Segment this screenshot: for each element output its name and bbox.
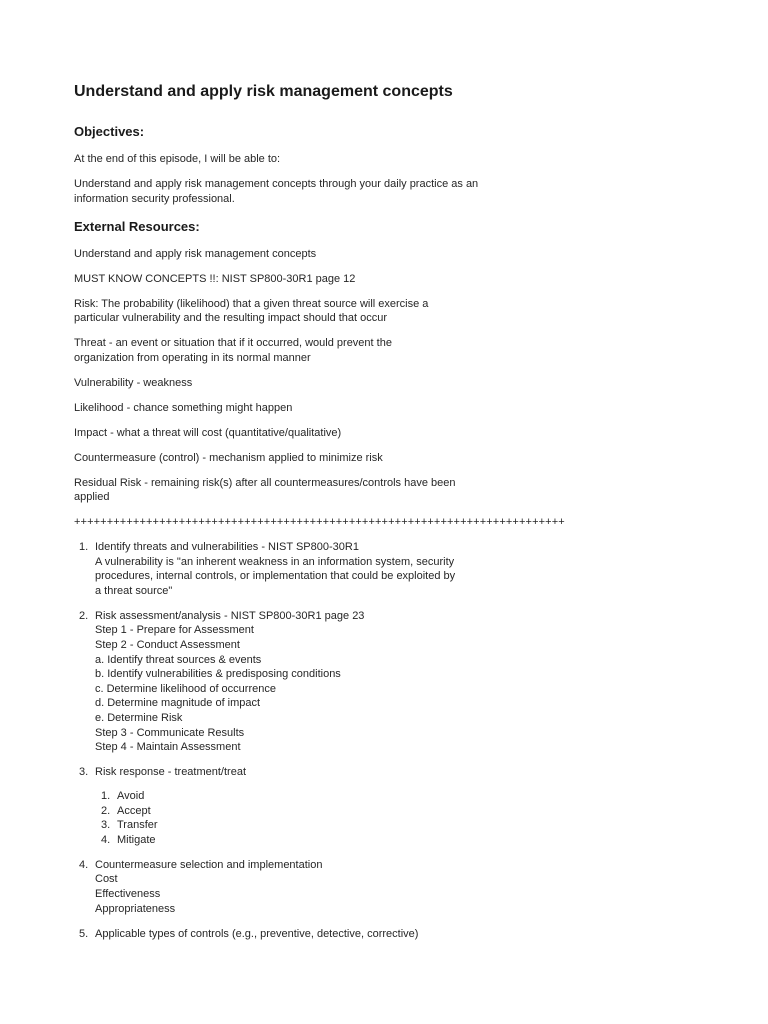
sub-list-number: 2. xyxy=(101,804,111,817)
list-number: 2. xyxy=(79,609,89,622)
sub-list-item xyxy=(95,789,694,804)
sub-list xyxy=(95,789,694,847)
residual-risk-definition: Residual Risk - remaining risk(s) after all countermeasures/controls have been applied xyxy=(74,476,456,503)
resource-paragraph: MUST KNOW CONCEPTS !!: NIST SP800-30R1 page 12 xyxy=(74,272,356,285)
list-item-title: Risk response - treatment/treat xyxy=(95,766,247,779)
sub-list-label: Mitigate xyxy=(117,833,156,846)
page-title: Understand and apply risk management concepts xyxy=(74,83,453,100)
list-item-body: Cost Effectiveness Appropriateness xyxy=(95,873,176,915)
list-item xyxy=(74,858,694,916)
sub-list-number: 4. xyxy=(101,833,111,846)
list-number: 3. xyxy=(79,766,89,779)
sub-list-label: Avoid xyxy=(117,789,145,802)
list-item xyxy=(74,540,694,598)
list-number: 5. xyxy=(79,927,89,940)
objectives-paragraph: Understand and apply risk management concepts through your daily practice as an information security professional. xyxy=(74,178,479,205)
list-item xyxy=(74,927,694,942)
risk-definition: Risk: The probability (likelihood) that a given threat source will exercise a particular vulnerability and the resulting impact should that occur xyxy=(74,297,429,324)
resource-paragraph: Understand and apply risk management concepts xyxy=(74,247,317,260)
list-item-title: Risk assessment/analysis - NIST SP800-30R1 page 23 xyxy=(95,609,365,622)
threat-definition: Threat - an event or situation that if it occurred, would prevent the organization from operating in its normal manner xyxy=(74,337,392,364)
list-item-body: Step 1 - Prepare for Assessment Step 2 - Conduct Assessment a. Identify threat sources & events b. Identify vulnerabilities & predisposing conditions c. Determine likelihood of occurrence d. Determine magnitude of impact e. Determine Risk Step 3 - Communicate Results Step 4 - Maintain Assessment xyxy=(95,624,341,754)
list-item xyxy=(74,765,694,847)
sub-list-label: Accept xyxy=(117,804,151,817)
objectives-paragraph: At the end of this episode, I will be able to: xyxy=(74,153,281,165)
sub-list-item xyxy=(95,833,694,848)
list-number: 4. xyxy=(79,858,89,871)
sub-list-label: Transfer xyxy=(117,819,158,832)
sub-list-item xyxy=(95,818,694,833)
document-page xyxy=(74,80,694,952)
sub-list-number: 1. xyxy=(101,789,111,802)
list-item-title: Identify threats and vulnerabilities - NIST SP800-30R1 xyxy=(95,541,359,553)
list-item-title: Countermeasure selection and implementation xyxy=(95,858,323,871)
plus-divider: +++++++++++++++++++++++++++++++++++++++++++++++++++++++++++++++++++++++++++ xyxy=(74,516,565,528)
objectives-heading: Objectives: xyxy=(74,124,145,139)
numbered-list xyxy=(74,540,694,941)
sub-list-item xyxy=(95,804,694,819)
external-resources-heading: External Resources: xyxy=(74,218,200,234)
sub-list-number: 3. xyxy=(101,819,111,832)
impact-definition: Impact - what a threat will cost (quantitative/qualitative) xyxy=(74,426,342,439)
list-item-body: A vulnerability is "an inherent weakness in an information system, security procedures, internal controls, or implementation that could be exploited by a threat source" xyxy=(95,555,456,597)
list-number: 1. xyxy=(79,541,89,553)
countermeasure-definition: Countermeasure (control) - mechanism applied to minimize risk xyxy=(74,451,383,464)
likelihood-definition: Likelihood - chance something might happen xyxy=(74,401,293,414)
list-item-title: Applicable types of controls (e.g., preventive, detective, corrective) xyxy=(95,927,419,940)
vulnerability-definition: Vulnerability - weakness xyxy=(74,376,193,389)
list-item xyxy=(74,609,694,755)
